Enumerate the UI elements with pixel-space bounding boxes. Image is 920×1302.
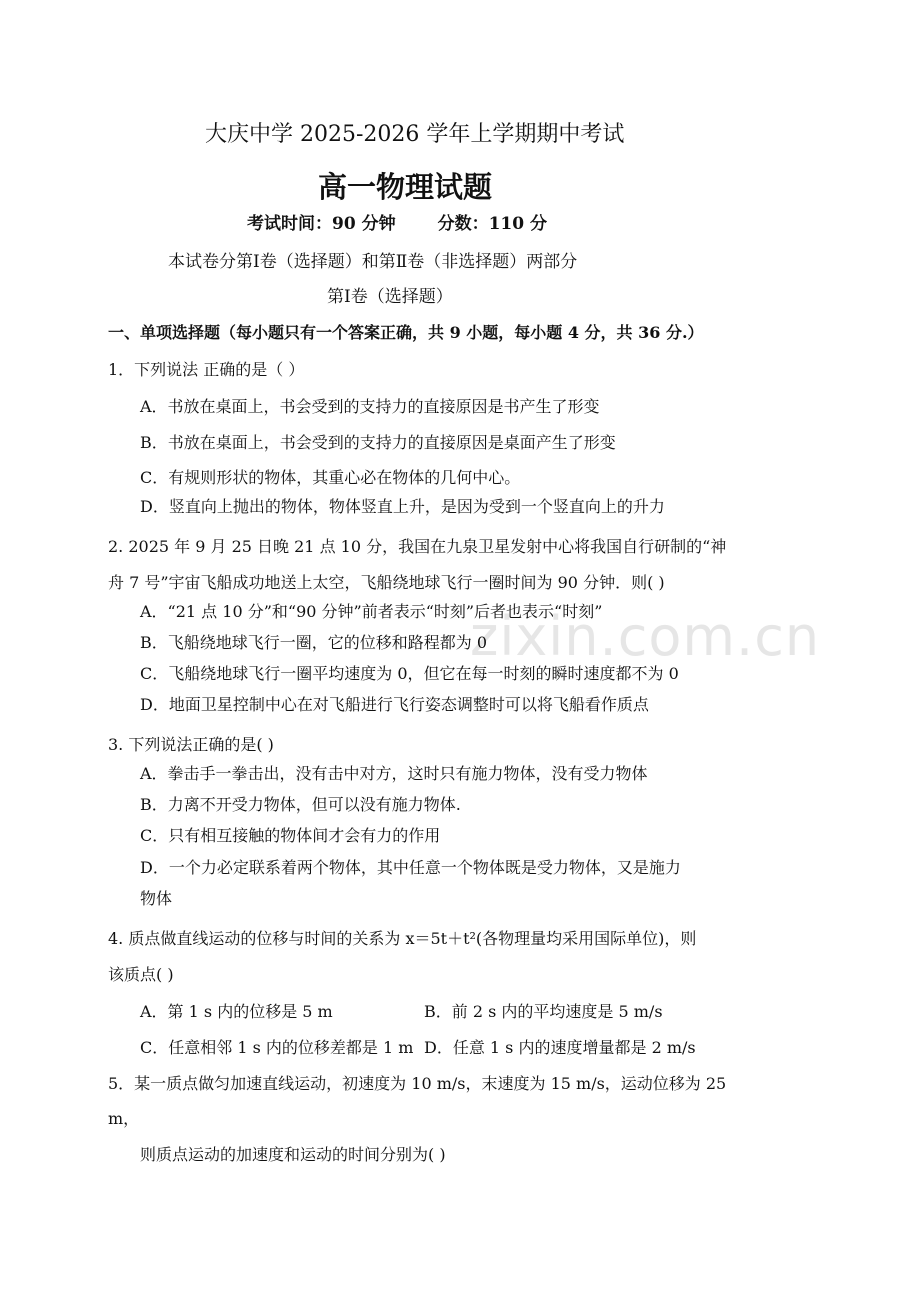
subject-title: 高一物理试题 xyxy=(318,170,493,204)
section-heading: 一、单项选择题（每小题只有一个答案正确，共 9 小题，每小题 4 分，共 36 分.） xyxy=(108,323,704,342)
q4-option-c: C．任意相邻 1 s 内的位移差都是 1 m xyxy=(140,1038,414,1057)
q5-stem-line2: m， xyxy=(108,1109,140,1128)
q4-stem-line1: 4. 质点做直线运动的位移与时间的关系为 x＝5t＋t²(各物理量均采用国际单位)，则 xyxy=(108,929,697,948)
q2-stem-line2: 舟 7 号”宇宙飞船成功地送上太空，飞船绕地球飞行一圈时间为 90 分钟．则( ) xyxy=(108,573,665,592)
paper-intro: 本试卷分第Ⅰ卷（选择题）和第Ⅱ卷（非选择题）两部分 xyxy=(168,252,578,272)
q1-stem: 1．下列说法 正确的是（ ） xyxy=(108,360,305,379)
q4-option-d: D．任意 1 s 内的速度增量都是 2 m/s xyxy=(424,1038,696,1057)
school-title: 大庆中学 2025-2026 学年上学期期中考试 xyxy=(205,122,625,147)
exam-score: 分数：110 分 xyxy=(437,214,547,234)
q2-option-b: B．飞船绕地球飞行一圈，它的位移和路程都为 0 xyxy=(140,633,488,652)
q2-option-c: C．飞船绕地球飞行一圈平均速度为 0，但它在每一时刻的瞬时速度都不为 0 xyxy=(140,664,679,683)
q1-option-b: B．书放在桌面上，书会受到的支持力的直接原因是桌面产生了形变 xyxy=(140,433,616,452)
exam-time: 考试时间：90 分钟 xyxy=(247,214,396,234)
q5-stem-line3: 则质点运动的加速度和运动的时间分别为( ) xyxy=(140,1145,446,1164)
q3-option-b: B．力离不开受力物体，但可以没有施力物体. xyxy=(140,795,461,814)
q2-stem-line1: 2. 2025 年 9 月 25 日晚 21 点 10 分，我国在九泉卫星发射中心将我国自行研制的“神 xyxy=(108,537,727,556)
q1-option-d: D．竖直向上抛出的物体，物体竖直上升，是因为受到一个竖直向上的升力 xyxy=(140,497,665,516)
q2-option-d: D．地面卫星控制中心在对飞船进行飞行姿态调整时可以将飞船看作质点 xyxy=(140,695,649,714)
q4-option-b: B．前 2 s 内的平均速度是 5 m/s xyxy=(424,1002,663,1021)
volume-title: 第Ⅰ卷（选择题） xyxy=(327,287,453,307)
exam-info xyxy=(247,214,547,234)
q5-stem-line1: 5．某一质点做匀加速直线运动，初速度为 10 m/s，末速度为 15 m/s，运动位移为 25 xyxy=(108,1074,727,1093)
q3-stem: 3. 下列说法正确的是( ) xyxy=(108,735,274,754)
q4-option-a: A．第 1 s 内的位移是 5 m xyxy=(140,1002,333,1021)
q3-option-d-cont: 物体 xyxy=(140,889,173,908)
q4-stem-line2: 该质点( ) xyxy=(108,965,174,984)
watermark: zixin.com.cn xyxy=(470,605,821,668)
q3-option-d: D．一个力必定联系着两个物体，其中任意一个物体既是受力物体，又是施力 xyxy=(140,858,681,877)
q1-option-a: A．书放在桌面上，书会受到的支持力的直接原因是书产生了形变 xyxy=(140,397,600,416)
q3-option-a: A．拳击手一拳击出，没有击中对方，这时只有施力物体，没有受力物体 xyxy=(140,764,648,783)
q1-option-c: C．有规则形状的物体，其重心必在物体的几何中心。 xyxy=(140,468,521,487)
q3-option-c: C．只有相互接触的物体间才会有力的作用 xyxy=(140,826,441,845)
q2-option-a: A．“21 点 10 分”和“90 分钟”前者表示“时刻”后者也表示“时刻” xyxy=(140,602,603,621)
